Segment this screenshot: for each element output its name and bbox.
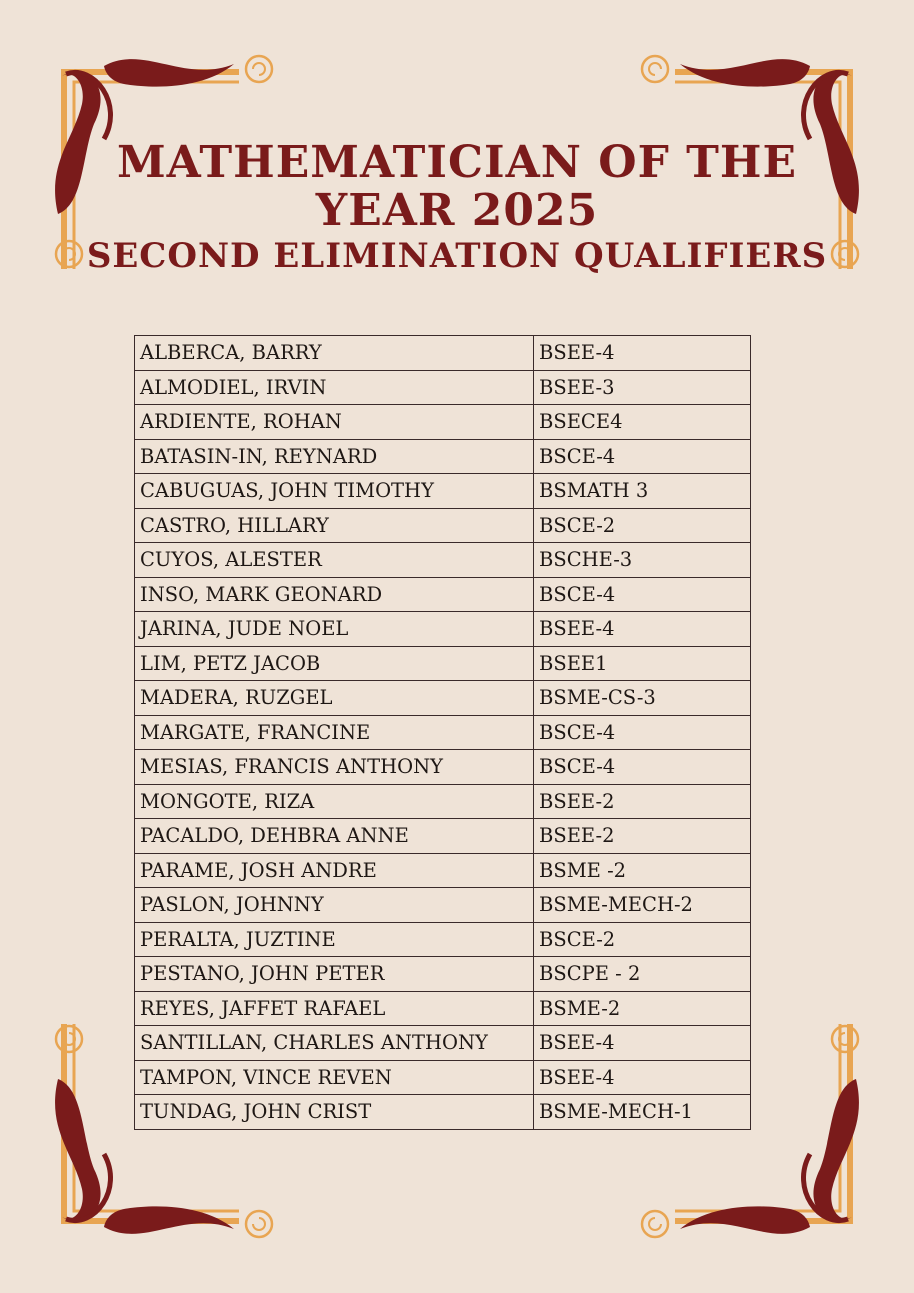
qualifiers-table: [134, 335, 751, 1130]
qualifier-program: BSEE-4: [534, 612, 751, 647]
table-row: [135, 715, 751, 750]
title-line-2: YEAR 2025: [315, 185, 599, 236]
qualifier-name: PERALTA, JUZTINE: [135, 922, 534, 957]
qualifier-program: BSCE-4: [534, 439, 751, 474]
page-title: [0, 138, 914, 276]
table-row: [135, 1060, 751, 1095]
table-row: [135, 750, 751, 785]
qualifier-name: LIM, PETZ JACOB: [135, 646, 534, 681]
qualifier-name: ALBERCA, BARRY: [135, 336, 534, 371]
qualifier-program: BSCE-4: [534, 750, 751, 785]
qualifier-program: BSCE-2: [534, 922, 751, 957]
table-row: [135, 1095, 751, 1130]
qualifier-program: BSEE-4: [534, 1060, 751, 1095]
qualifier-program: BSME-MECH-1: [534, 1095, 751, 1130]
qualifier-program: BSEE-2: [534, 784, 751, 819]
qualifier-name: MARGATE, FRANCINE: [135, 715, 534, 750]
qualifier-name: ALMODIEL, IRVIN: [135, 370, 534, 405]
table-row: [135, 853, 751, 888]
qualifier-name: CASTRO, HILLARY: [135, 508, 534, 543]
qualifier-name: MONGOTE, RIZA: [135, 784, 534, 819]
table-row: [135, 474, 751, 509]
qualifier-name: ARDIENTE, ROHAN: [135, 405, 534, 440]
qualifier-program: BSEE1: [534, 646, 751, 681]
table-row: [135, 336, 751, 371]
qualifier-name: MADERA, RUZGEL: [135, 681, 534, 716]
qualifier-name: REYES, JAFFET RAFAEL: [135, 991, 534, 1026]
table-row: [135, 370, 751, 405]
qualifier-program: BSCE-4: [534, 715, 751, 750]
table-row: [135, 577, 751, 612]
qualifier-name: INSO, MARK GEONARD: [135, 577, 534, 612]
qualifier-name: CABUGUAS, JOHN TIMOTHY: [135, 474, 534, 509]
qualifier-name: CUYOS, ALESTER: [135, 543, 534, 578]
qualifier-name: SANTILLAN, CHARLES ANTHONY: [135, 1026, 534, 1061]
qualifier-program: BSME-MECH-2: [534, 888, 751, 923]
qualifier-program: BSCPE - 2: [534, 957, 751, 992]
table-row: [135, 681, 751, 716]
table-row: [135, 612, 751, 647]
qualifier-name: PASLON, JOHNNY: [135, 888, 534, 923]
table-row: [135, 888, 751, 923]
qualifier-program: BSEE-3: [534, 370, 751, 405]
qualifier-program: BSCHE-3: [534, 543, 751, 578]
qualifier-name: MESIAS, FRANCIS ANTHONY: [135, 750, 534, 785]
qualifier-program: BSME-2: [534, 991, 751, 1026]
title-line-1: MATHEMATICIAN OF THE: [116, 137, 798, 188]
qualifier-name: BATASIN-IN, REYNARD: [135, 439, 534, 474]
qualifier-name: JARINA, JUDE NOEL: [135, 612, 534, 647]
qualifier-program: BSEE-2: [534, 819, 751, 854]
qualifier-program: BSCE-2: [534, 508, 751, 543]
qualifier-program: BSME -2: [534, 853, 751, 888]
table-row: [135, 922, 751, 957]
qualifier-program: BSEE-4: [534, 336, 751, 371]
subtitle: SECOND ELIMINATION QUALIFIERS: [86, 236, 828, 276]
table-row: [135, 784, 751, 819]
qualifier-name: TUNDAG, JOHN CRIST: [135, 1095, 534, 1130]
table-row: [135, 1026, 751, 1061]
table-row: [135, 405, 751, 440]
qualifier-program: BSME-CS-3: [534, 681, 751, 716]
table-row: [135, 957, 751, 992]
qualifier-program: BSCE-4: [534, 577, 751, 612]
table-row: [135, 991, 751, 1026]
table-row: [135, 646, 751, 681]
table-row: [135, 543, 751, 578]
qualifier-program: BSMATH 3: [534, 474, 751, 509]
qualifier-name: PESTANO, JOHN PETER: [135, 957, 534, 992]
qualifier-program: BSECE4: [534, 405, 751, 440]
qualifier-name: PARAME, JOSH ANDRE: [135, 853, 534, 888]
qualifier-program: BSEE-4: [534, 1026, 751, 1061]
table-row: [135, 819, 751, 854]
qualifier-name: TAMPON, VINCE REVEN: [135, 1060, 534, 1095]
table-row: [135, 508, 751, 543]
table-row: [135, 439, 751, 474]
qualifier-name: PACALDO, DEHBRA ANNE: [135, 819, 534, 854]
